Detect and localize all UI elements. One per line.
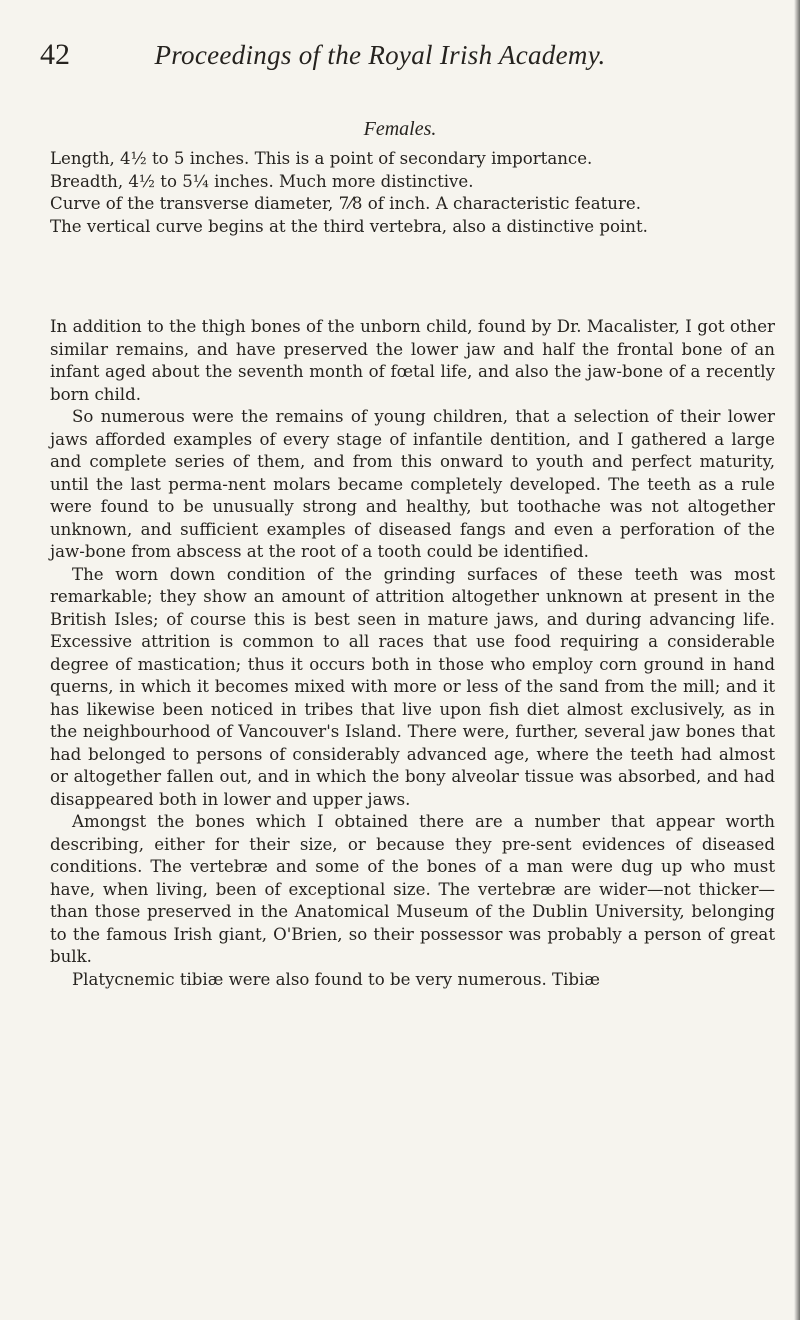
page-header <box>40 38 780 88</box>
measurement-item: Curve of the transverse diameter, 7⁄8 of inch. A characteristic feature. <box>50 194 641 213</box>
measurement-item: Length, 4½ to 5 inches. This is a point of secondary importance. <box>50 149 593 168</box>
measurement-item: The vertical curve begins at the third vertebra, also a distinctive point. <box>50 216 648 236</box>
paragraph: In addition to the thigh bones of the unborn child, found by Dr. Macalister, I got other similar remains, and have preserved the lower jaw and half the frontal bone of an infant aged about the seventh month of fœtal life, and also the jaw-bone of a recently born child. <box>50 317 775 404</box>
paragraph: The worn down condition of the grinding surfaces of these teeth was most remarkable; they show an amount of attrition altogether unknown at present in the British Isles; of course this is best seen in mature jaws, and during advancing life. Excessive attrition is common to all races that use food requiring a considerable degree of mastication; thus it occurs both in those who employ corn ground in hand querns, in which it becomes mixed with more or less of the sand from the mill; and it has likewise been noticed in tribes that live upon fish diet almost exclusively, as in the neighbourhood of Vancouver's Island. There were, further, several jaw bones that had belonged to persons of considerably advanced age, where the teeth had almost or altogether fallen out, and in which the bony alveolar tissue was absorbed, and had disappeared both in lower and upper jaws. <box>50 564 775 809</box>
paragraph: So numerous were the remains of young children, that a selection of their lower jaws afforded examples of every stage of infantile dentition, and I gathered a large and complete series of them, and from this onward to youth and perfect maturity, until the last perma-nent molars became completely developed. The teeth as a rule were found to be unusually strong and healthy, but toothache was not altogether unknown, and sufficient examples of diseased fangs and even a perforation of the jaw-bone from abscess at the root of a tooth could be identified. <box>50 407 775 561</box>
measurement-item: Breadth, 4½ to 5¼ inches. Much more distinctive. <box>50 171 474 191</box>
paragraph: Platycnemic tibiæ were also found to be very numerous. Tibiæ <box>72 969 600 989</box>
page-edge-shadow <box>794 0 800 1320</box>
section-heading: Females. <box>363 118 437 140</box>
paragraph: Amongst the bones which I obtained there are a number that appear worth describing, either for their size, or because they pre-sent evidences of diseased conditions. The vertebræ and some of the bones of a man were dug up who must have, when living, been of exceptional size. The vertebræ are wider—not thicker—than those preserved in the Anatomical Museum of the Dublin University, belonging to the famous Irish giant, O'Brien, so their possessor was probably a person of great bulk. <box>50 812 775 966</box>
measurement-list <box>50 148 775 238</box>
page-number: 42 <box>40 38 70 71</box>
body-text <box>50 316 775 991</box>
running-head: Proceedings of the Royal Irish Academy. <box>154 40 606 70</box>
